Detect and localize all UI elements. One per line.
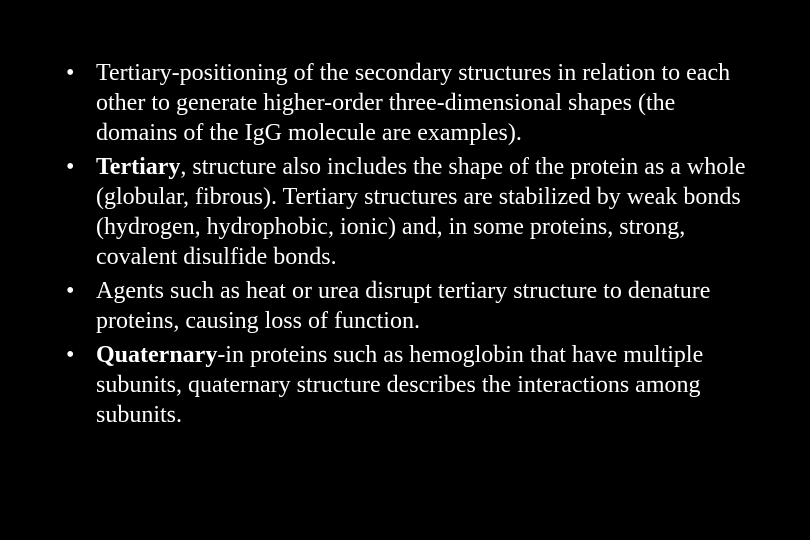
bullet-text: Agents such as heat or urea disrupt tertiary structure to denature proteins, causing loss of function.: [96, 278, 711, 334]
bullet-text: -in proteins such as hemoglobin that have multiple subunits, quaternary structure describes the interactions among subunits.: [96, 342, 704, 428]
bullet-icon: •: [66, 60, 75, 86]
bullet-item-tertiary-shape: [60, 152, 750, 272]
bullet-lead-term: Tertiary: [96, 154, 181, 180]
bullet-icon: •: [66, 278, 75, 304]
bullet-list: [60, 58, 750, 434]
bullet-item-denaturing-agents: [60, 276, 750, 336]
bullet-icon: •: [66, 342, 75, 368]
bullet-item-quaternary: [60, 340, 750, 430]
bullet-icon: •: [66, 154, 75, 180]
bullet-lead-term: Quaternary: [96, 342, 218, 368]
bullet-item-tertiary-positioning: [60, 58, 750, 148]
bullet-text: Tertiary-positioning of the secondary structures in relation to each other to generate higher-order three-dimensional shapes (the domains of the IgG molecule are examples).: [96, 60, 731, 146]
bullet-text: , structure also includes the shape of the protein as a whole (globular, fibrous). Tertiary structures are stabilized by weak bonds (hydrogen, hydrophobic, ionic) and, in some proteins, strong, covalent disulfide bonds.: [96, 154, 746, 270]
